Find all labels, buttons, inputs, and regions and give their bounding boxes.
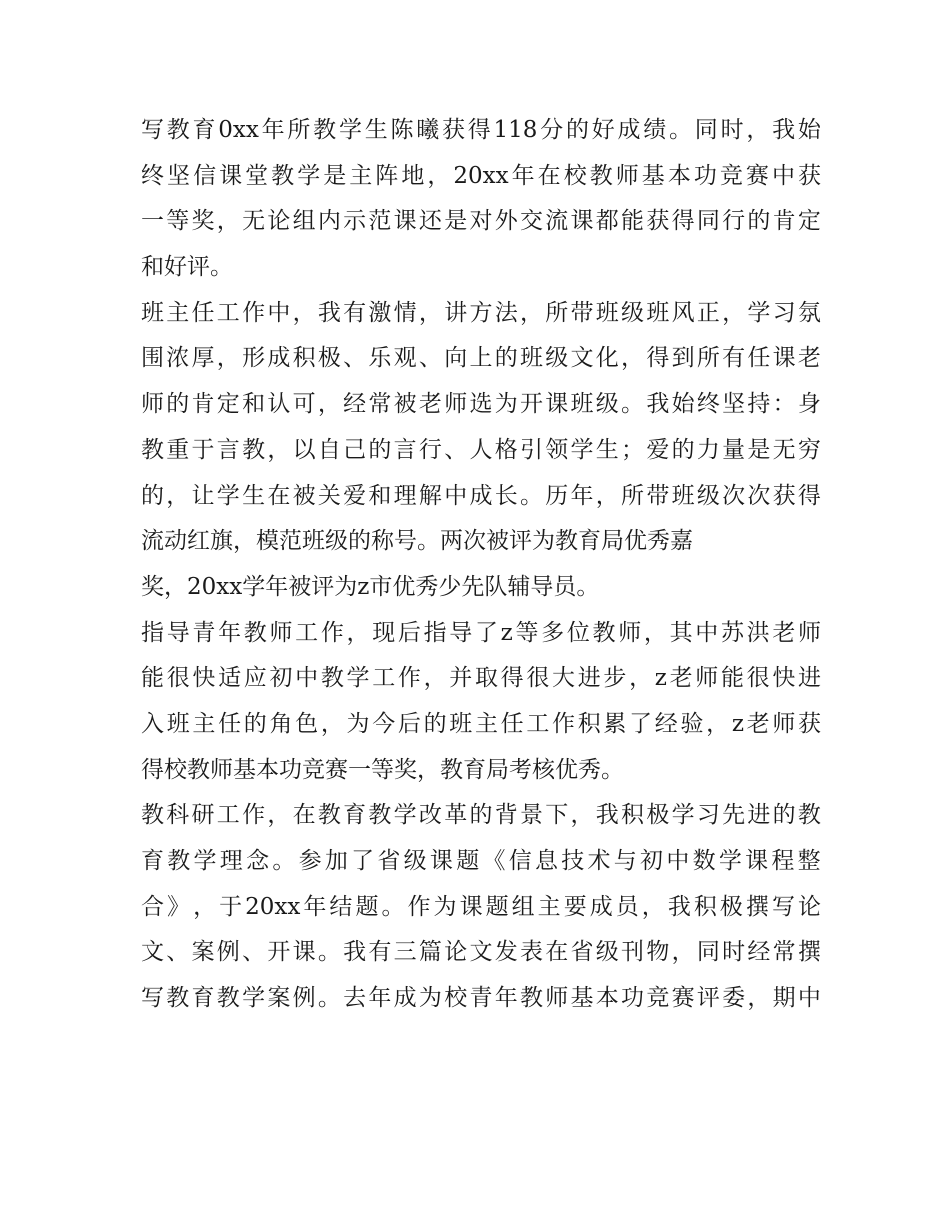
text-line: 育 教 学 理 念 。 参 加 了 省 级 课 题 《 信 息 技 术 与 初 中 数 学 课 程 整: [141, 848, 821, 874]
text-line: 教 重 于 言 教 ， 以 自 己 的 言 行 、 人 格 引 领 学 生 ； 爱 的 力 量 是 无 穷: [141, 436, 821, 463]
text-line: 得校教师基本功竞赛一等奖，教育局考核优秀。: [141, 756, 624, 783]
text-line: 教 科 研 工 作 ， 在 教 育 教 学 改 革 的 背 景 下 ， 我 积 极 学 习 先 进 的 教: [141, 802, 821, 829]
text-line: 写 教 育 0xx 年 所 教 学 生 陈 曦 获 得 118 分 的 好 成 绩 。 同 时 ， 我 始: [141, 117, 821, 143]
text-line: 入 班 主 任 的 角 色 ， 为 今 后 的 班 主 任 工 作 积 累 了 经 验 ， z 老 师 获: [141, 710, 821, 737]
text-line: 奖，20xx学年被评为z市优秀少先队辅导员。: [141, 573, 600, 600]
text-line: 的 ， 让 学 生 在 被 关 爱 和 理 解 中 成 长 。 历 年 ， 所 带 班 级 次 次 获 得: [141, 482, 821, 509]
text-line: 班 主 任 工 作 中 ， 我 有 激 情 ， 讲 方 法 ， 所 带 班 级 班 风 正 ， 学 习 氛: [141, 299, 821, 326]
text-line: 一 等 奖 ， 无 论 组 内 示 范 课 还 是 对 外 交 流 课 都 能 获 得 同 行 的 肯 定: [141, 208, 821, 235]
text-line: 合 》 ， 于 20xx 年 结 题 。 作 为 课 题 组 主 要 成 员 ， 我 积 极 撰 写 论: [141, 893, 821, 920]
body-text: [141, 108, 821, 1022]
text-line: 写 教 育 教 学 案 例 。 去 年 成 为 校 青 年 教 师 基 本 功 竞 赛 评 委 ， 期 中: [141, 985, 821, 1012]
text-line: 和好评。: [141, 254, 233, 281]
text-line: 流动红旗，模范班级的称号。两次被评为教育局优秀嘉: [141, 528, 693, 555]
text-line: 能 很 快 适 应 初 中 教 学 工 作 ， 并 取 得 很 大 进 步 ， z 老 师 能 很 快 进: [141, 665, 821, 692]
text-line: 师 的 肯 定 和 认 可 ， 经 常 被 老 师 选 为 开 课 班 级 。 我 始 终 坚 持 ： 身: [141, 391, 821, 418]
text-line: 终 坚 信 课 堂 教 学 是 主 阵 地 ， 20xx 年 在 校 教 师 基 本 功 竞 赛 中 获: [141, 162, 821, 189]
text-line: 指 导 青 年 教 师 工 作 ， 现 后 指 导 了 z 等 多 位 教 师 ， 其 中 苏 洪 老 师: [141, 619, 821, 646]
text-line: 文 、 案 例 、 开 课 。 我 有 三 篇 论 文 发 表 在 省 级 刊 物 ， 同 时 经 常 撰: [141, 939, 821, 966]
text-line: 围 浓 厚 ， 形 成 积 极 、 乐 观 、 向 上 的 班 级 文 化 ， 得 到 所 有 任 课 老: [141, 345, 821, 372]
